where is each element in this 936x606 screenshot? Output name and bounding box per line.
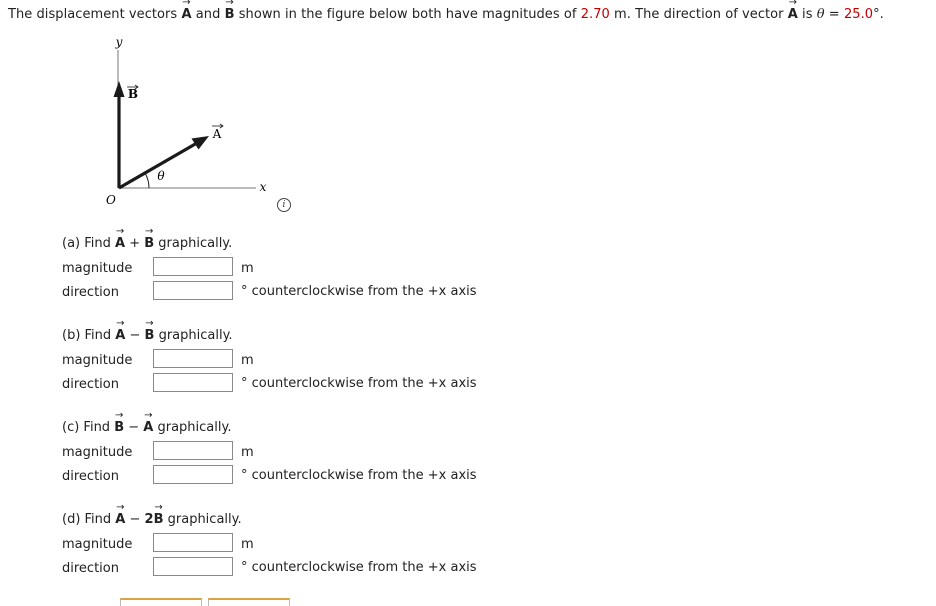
theta-symbol: θ: [816, 7, 825, 22]
part-c-prefix: (c) Find: [62, 420, 115, 435]
part-d-magnitude-unit: m: [241, 537, 254, 552]
secondary-button[interactable]: [208, 598, 290, 606]
part-b-magnitude-label: magnitude: [62, 353, 133, 368]
part-b-prefix: (b) Find: [62, 328, 116, 343]
part-b-direction-input[interactable]: [153, 373, 233, 392]
part-c-vector-1: → B: [114, 420, 124, 435]
intro-degree: °.: [873, 7, 884, 22]
part-a-vector-1: → A: [115, 236, 125, 251]
part-c-question: [62, 420, 231, 435]
part-d-magnitude-input[interactable]: [153, 533, 233, 552]
problem-statement: [8, 7, 884, 22]
part-b-direction-unit: ° counterclockwise from the +x axis: [241, 376, 477, 391]
intro-text-1: The displacement vectors: [8, 7, 182, 22]
part-b-vector-1: → A: [115, 328, 125, 343]
part-d-question: [62, 512, 242, 527]
part-b-magnitude-unit: m: [241, 353, 254, 368]
angle-value: 25.0: [843, 7, 874, 22]
vector-a-symbol-2: → A: [788, 7, 798, 22]
part-c-direction-label: direction: [62, 469, 119, 484]
vector-a-arrowhead: [192, 136, 210, 150]
part-d-vector-1: → A: [115, 512, 125, 527]
part-d-magnitude-label: magnitude: [62, 537, 133, 552]
intro-and: and: [191, 7, 225, 22]
x-axis-label: x: [259, 180, 267, 194]
magnitude-value: 2.70: [580, 7, 610, 22]
part-a-suffix: graphically.: [154, 236, 233, 251]
intro-equals: =: [824, 7, 844, 22]
part-c-operator: −: [124, 420, 144, 435]
y-axis-label: y: [115, 35, 123, 49]
theta-label: θ: [157, 169, 165, 183]
part-b-magnitude-input[interactable]: [153, 349, 233, 368]
part-b-question: [62, 328, 233, 343]
part-a-vector-2: → B: [144, 236, 154, 251]
vector-b-symbol: → B: [225, 7, 235, 22]
part-b-operator: −: [125, 328, 145, 343]
part-b-direction-label: direction: [62, 377, 119, 392]
origin-label: O: [106, 193, 116, 207]
part-d-operator: −: [125, 512, 145, 527]
part-c-suffix: graphically.: [153, 420, 232, 435]
part-d-direction-input[interactable]: [153, 557, 233, 576]
vector-a-symbol: → A: [181, 7, 191, 22]
part-a-direction-input[interactable]: [153, 281, 233, 300]
submit-button[interactable]: [120, 598, 202, 606]
part-d-direction-unit: ° counterclockwise from the +x axis: [241, 560, 477, 575]
part-a-direction-label: direction: [62, 285, 119, 300]
vector-diagram: [90, 30, 290, 210]
part-a-direction-unit: ° counterclockwise from the +x axis: [241, 284, 477, 299]
part-b-suffix: graphically.: [154, 328, 233, 343]
part-a-magnitude-unit: m: [241, 261, 254, 276]
intro-text-4: is: [797, 7, 817, 22]
info-icon[interactable]: i: [277, 198, 291, 212]
part-c-magnitude-label: magnitude: [62, 445, 133, 460]
part-d-suffix: graphically.: [163, 512, 242, 527]
part-a-operator: +: [125, 236, 145, 251]
part-a-question: [62, 236, 232, 251]
part-c-vector-2: → A: [143, 420, 153, 435]
part-d-prefix: (d) Find: [62, 512, 116, 527]
part-a-prefix: (a) Find: [62, 236, 116, 251]
part-d-vector-2: → B: [154, 512, 164, 527]
part-d-coefficient: 2: [144, 512, 154, 527]
part-a-magnitude-input[interactable]: [153, 257, 233, 276]
part-c-direction-input[interactable]: [153, 465, 233, 484]
theta-arc: [145, 173, 149, 188]
part-c-magnitude-unit: m: [241, 445, 254, 460]
part-c-direction-unit: ° counterclockwise from the +x axis: [241, 468, 477, 483]
part-c-magnitude-input[interactable]: [153, 441, 233, 460]
intro-text-3: m. The direction of vector: [609, 7, 788, 22]
vector-b-label: B: [127, 87, 139, 101]
vector-b-arrowhead: [114, 81, 125, 97]
part-a-magnitude-label: magnitude: [62, 261, 133, 276]
part-d-direction-label: direction: [62, 561, 119, 576]
intro-text-2: shown in the figure below both have magnitudes of: [234, 7, 581, 22]
vector-a-label: A: [212, 127, 222, 141]
part-b-vector-2: → B: [145, 328, 155, 343]
